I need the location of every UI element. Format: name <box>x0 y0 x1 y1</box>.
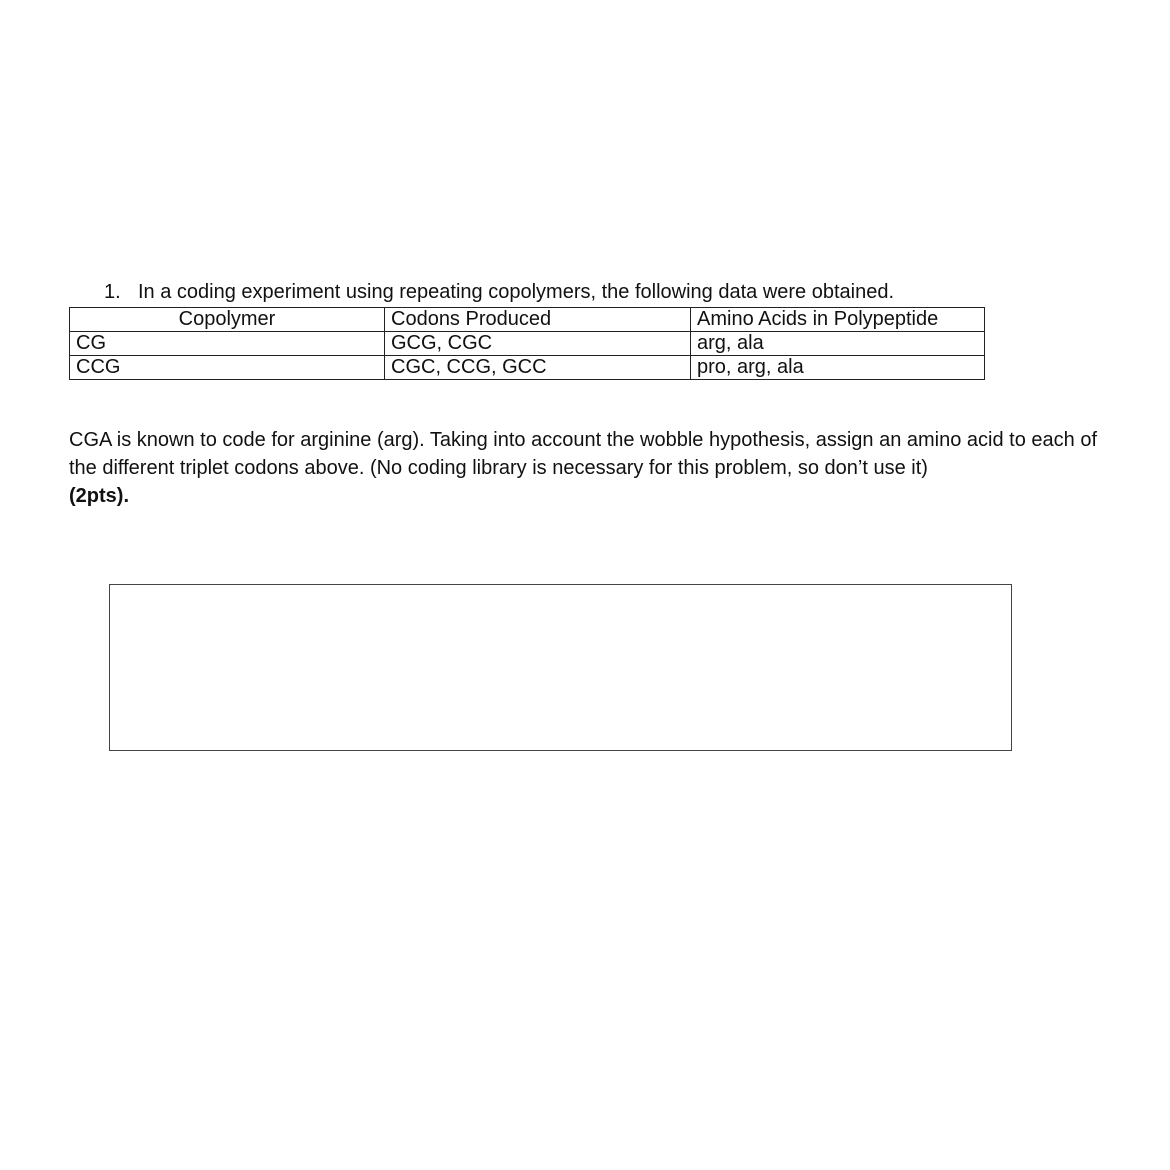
table-header-row <box>70 308 985 332</box>
cell-amino-acids: pro, arg, ala <box>691 356 985 380</box>
table-row <box>70 332 985 356</box>
question-number: 1. <box>104 281 121 303</box>
instructions-paragraph <box>69 426 1109 510</box>
header-amino-acids: Amino Acids in Polypeptide <box>691 308 985 332</box>
header-codons-produced: Codons Produced <box>385 308 691 332</box>
cell-copolymer: CCG <box>70 356 385 380</box>
cell-codons: GCG, CGC <box>385 332 691 356</box>
copolymer-data-table <box>69 307 985 380</box>
header-copolymer: Copolymer <box>70 308 385 332</box>
cell-amino-acids: arg, ala <box>691 332 985 356</box>
question-text: In a coding experiment using repeating copolymers, the following data were obtained. <box>138 281 895 303</box>
cell-copolymer: CG <box>70 332 385 356</box>
table-row <box>70 356 985 380</box>
cell-codons: CGC, CCG, GCC <box>385 356 691 380</box>
instructions-text: CGA is known to code for arginine (arg). Taking into account the wobble hypothesis, assign an amino acid to each of the different triplet codons above. (No coding library is necessary for this problem, so don’t use it) <box>69 429 1098 479</box>
question-1 <box>104 280 894 304</box>
answer-box[interactable] <box>109 584 1012 751</box>
points-label: (2pts). <box>69 485 129 507</box>
